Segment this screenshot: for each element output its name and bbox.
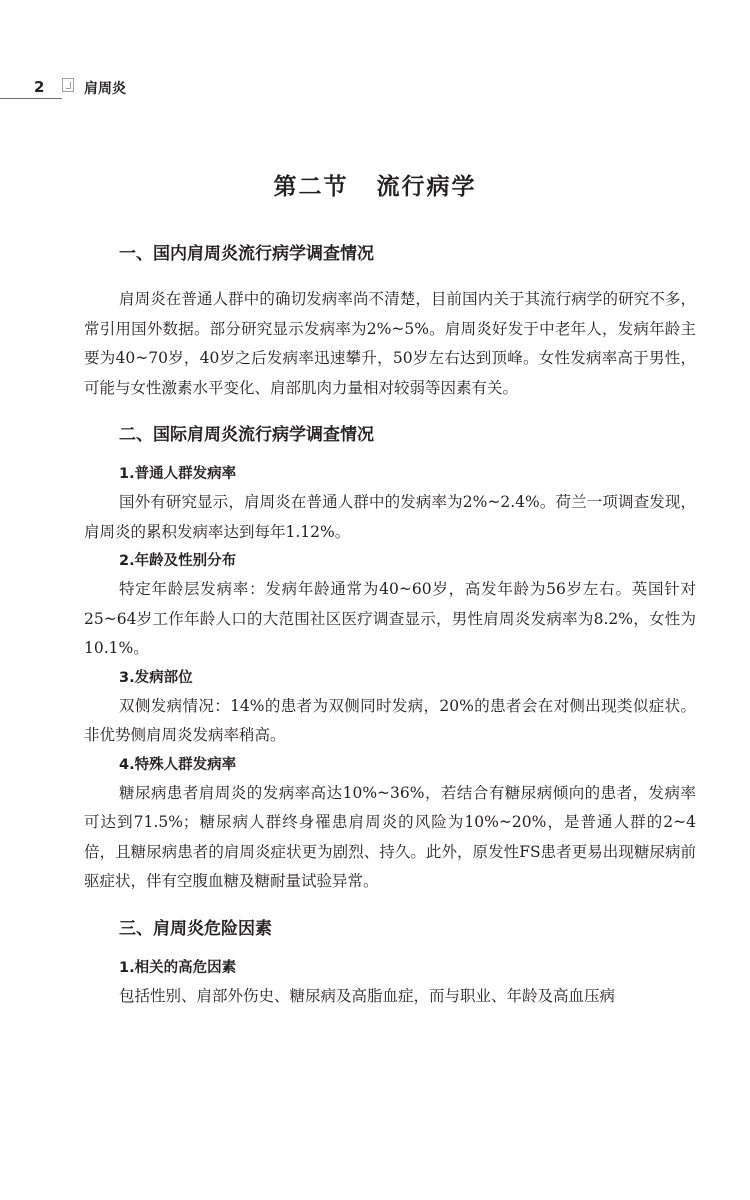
- body-text: [84, 238, 696, 1011]
- page-number: 2: [34, 78, 45, 96]
- paragraph-general-population: 国外有研究显示，肩周炎在普通人群中的发病率为2%~2.4%。荷兰一项调查发现，肩周炎的累积发病率达到每年1.12%。: [84, 493, 696, 541]
- section-title: [0, 168, 750, 201]
- subheading-high-risk: 1.相关的高危因素: [119, 959, 237, 976]
- running-header: [0, 74, 750, 102]
- paragraph-domestic: 肩周炎在普通人群中的确切发病率尚不清楚，目前国内关于其流行病学的研究不多，常引用国外数据。部分研究显示发病率为2%~5%。肩周炎好发于中老年人，发病年龄主要为40~70岁，40岁之后发病率迅速攀升，50岁左右达到顶峰。女性发病率高于男性，可能与女性激素水平变化、肩部肌肉力量相对较弱等因素有关。: [84, 290, 696, 397]
- book-title: 肩周炎: [84, 81, 126, 97]
- paragraph-high-risk: 包括性别、肩部外伤史、糖尿病及高脂血症，而与职业、年龄及高血压病: [119, 986, 616, 1005]
- paragraph-site: 双侧发病情况：14%的患者为双侧同时发病，20%的患者会在对侧出现类似症状。非优势侧肩周炎发病率稍高。: [84, 696, 696, 744]
- section-name: 流行病学: [376, 173, 477, 200]
- page-mark-icon: [62, 78, 74, 92]
- paragraph-special-population: 糖尿病患者肩周炎的发病率高达10%~36%，若结合有糖尿病倾向的患者，发病率可达到71.5%；糖尿病人群终身罹患肩周炎的风险为10%~20%，是普通人群的2~4倍，且糖尿病患者的肩周炎症状更为剧烈、持久。此外，原发性FS患者更易出现糖尿病前驱症状，伴有空腹血糖及糖耐量试验异常。: [84, 783, 696, 890]
- subheading-special-population: 4.特殊人群发病率: [119, 756, 237, 773]
- subheading-general-population: 1.普通人群发病率: [119, 466, 237, 482]
- header-rule: [0, 98, 62, 99]
- subheading-site: 3.发病部位: [119, 669, 193, 686]
- subheading-age-sex: 2.年龄及性别分布: [119, 553, 237, 569]
- heading-risk-factors: 三、肩周炎危险因素: [119, 918, 272, 939]
- section-label: 第二节: [273, 173, 349, 200]
- heading-domestic: 一、国内肩周炎流行病学调查情况: [119, 244, 374, 264]
- heading-international: 二、国际肩周炎流行病学调查情况: [119, 425, 374, 445]
- paragraph-age-sex: 特定年龄层发病率：发病年龄通常为40~60岁，高发年龄为56岁左右。英国针对25~64岁工作年龄人口的大范围社区医疗调查显示，男性肩周炎发病率为8.2%，女性为10.1%。: [84, 580, 696, 657]
